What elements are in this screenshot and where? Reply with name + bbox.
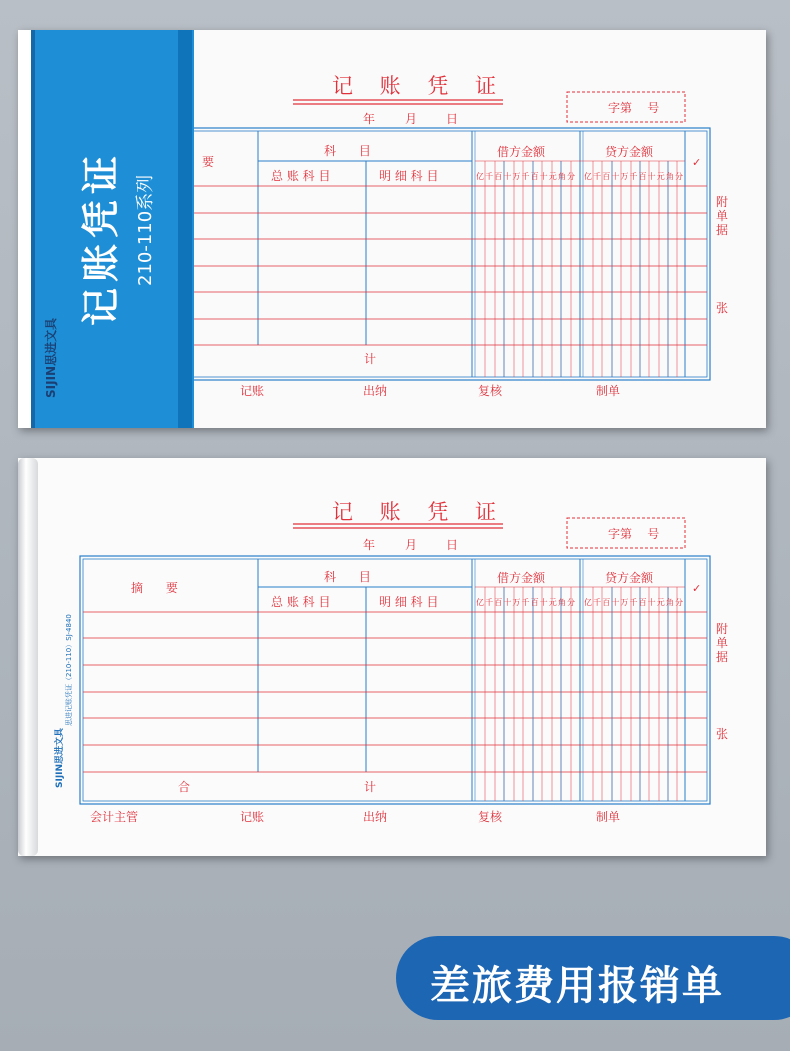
cover-series: 210-110系列 <box>135 174 156 286</box>
attach-char: 单 <box>716 209 729 223</box>
digit-unit: 万 <box>620 172 629 181</box>
digit-unit: 百 <box>494 172 503 181</box>
digit-unit: 亿 <box>476 598 484 607</box>
attachments-label <box>716 195 728 237</box>
digit-unit: 亿 <box>584 172 592 181</box>
digit-unit: 千 <box>629 172 638 181</box>
digit-unit: 百 <box>530 598 539 607</box>
book-cover <box>18 30 194 428</box>
digit-unit: 百 <box>602 598 611 607</box>
sign-review: 复核 <box>478 384 503 398</box>
cover-edge <box>178 30 192 428</box>
date-day: 日 <box>446 112 459 126</box>
digit-unit: 分 <box>566 598 575 607</box>
digit-unit: 万 <box>512 598 521 607</box>
digit-unit: 千 <box>485 172 494 181</box>
digit-unit: 角 <box>557 598 566 607</box>
col-credit-label: 贷方金额 <box>605 571 654 585</box>
attach-char: 附 <box>716 195 729 209</box>
digit-unit: 角 <box>557 172 566 181</box>
col-credit-label: 贷方金额 <box>605 145 654 159</box>
voucher-title: 记 账 凭 证 <box>332 500 507 524</box>
debit-digit-units <box>476 171 576 182</box>
date-month: 月 <box>405 112 418 126</box>
digit-unit: 十 <box>503 172 512 181</box>
digit-unit: 亿 <box>476 172 484 181</box>
digit-unit: 分 <box>566 172 575 181</box>
col-general-label: 总 账 科 目 <box>271 595 331 609</box>
digit-unit: 十 <box>647 598 656 607</box>
digit-unit: 十 <box>539 598 548 607</box>
col-detail-label: 明 细 科 目 <box>379 169 439 183</box>
voucher-book-open-view <box>18 458 766 856</box>
attachments-label <box>716 622 728 664</box>
digit-unit: 百 <box>530 172 539 181</box>
attachments-unit: 张 <box>716 301 729 315</box>
cover-binding-shadow <box>31 30 35 428</box>
col-summary-label: 要 <box>202 155 215 169</box>
digit-unit: 千 <box>485 598 494 607</box>
digit-unit: 分 <box>674 172 683 181</box>
digit-unit: 千 <box>629 598 638 607</box>
product-name-text: 差旅费用报销单 <box>430 963 724 1009</box>
sign-prepared: 制单 <box>596 810 621 824</box>
digit-unit: 元 <box>548 172 557 181</box>
attach-char: 附 <box>716 622 729 636</box>
digit-unit: 千 <box>521 172 530 181</box>
sign-bookkeeping: 记账 <box>240 810 265 824</box>
digit-unit: 千 <box>593 172 602 181</box>
attach-char: 单 <box>716 636 729 650</box>
date-day: 日 <box>446 538 459 552</box>
check-mark: ✓ <box>692 156 702 169</box>
total-label: 计 <box>364 352 377 366</box>
date-year: 年 <box>363 538 376 552</box>
spine-product: 思进记账凭证（210-110）SJ-4840 <box>65 614 73 726</box>
col-general-label: 总 账 科 目 <box>271 169 331 183</box>
attach-char: 据 <box>716 223 729 237</box>
digit-unit: 十 <box>539 172 548 181</box>
digit-unit: 元 <box>548 598 557 607</box>
digit-unit: 百 <box>494 598 503 607</box>
debit-digit-units <box>476 597 576 608</box>
voucher-title: 记 账 凭 证 <box>332 74 507 98</box>
digit-unit: 百 <box>638 172 647 181</box>
total-label-he: 合 <box>178 780 191 794</box>
digit-unit: 角 <box>665 172 674 181</box>
voucher-book-cover-view <box>18 30 766 428</box>
spine-brand: SIJIN思进文具 <box>55 727 65 788</box>
attachments-unit: 张 <box>716 727 729 741</box>
date-month: 月 <box>405 538 418 552</box>
digit-unit: 万 <box>620 598 629 607</box>
credit-digit-units <box>584 597 684 608</box>
col-debit-label: 借方金额 <box>497 145 546 159</box>
sign-review: 复核 <box>478 810 503 824</box>
total-label-ji: 计 <box>364 780 377 794</box>
digit-unit: 元 <box>656 598 665 607</box>
date-year: 年 <box>363 112 376 126</box>
credit-digit-units <box>584 171 684 182</box>
digit-unit: 十 <box>503 598 512 607</box>
col-detail-label: 明 细 科 目 <box>379 595 439 609</box>
col-debit-label: 借方金额 <box>497 571 546 585</box>
voucher-number-label: 字第 号 <box>608 101 660 115</box>
digit-unit: 角 <box>665 598 674 607</box>
sign-cashier: 出纳 <box>363 810 388 824</box>
digit-unit: 十 <box>647 172 656 181</box>
cover-brand-logo: SIJIN思进文具 <box>44 317 58 398</box>
digit-unit: 千 <box>593 598 602 607</box>
digit-unit: 亿 <box>584 598 592 607</box>
cover-title: 记账凭证 <box>78 149 123 326</box>
digit-unit: 元 <box>656 172 665 181</box>
digit-unit: 百 <box>602 172 611 181</box>
col-summary-label: 摘 要 <box>131 581 178 595</box>
digit-unit: 十 <box>611 172 620 181</box>
check-mark: ✓ <box>692 582 702 595</box>
digit-unit: 万 <box>512 172 521 181</box>
sign-prepared: 制单 <box>596 384 621 398</box>
digit-unit: 分 <box>674 598 683 607</box>
voucher-number-label: 字第 号 <box>608 527 660 541</box>
digit-unit: 十 <box>611 598 620 607</box>
attach-char: 据 <box>716 650 729 664</box>
sign-supervisor: 会计主管 <box>90 810 139 824</box>
sign-cashier: 出纳 <box>363 384 388 398</box>
col-subject-label: 科 目 <box>324 570 371 584</box>
col-subject-label: 科 目 <box>324 144 371 158</box>
digit-unit: 百 <box>638 598 647 607</box>
sign-bookkeeping: 记账 <box>240 384 265 398</box>
cover-binding <box>18 30 31 428</box>
digit-unit: 千 <box>521 598 530 607</box>
